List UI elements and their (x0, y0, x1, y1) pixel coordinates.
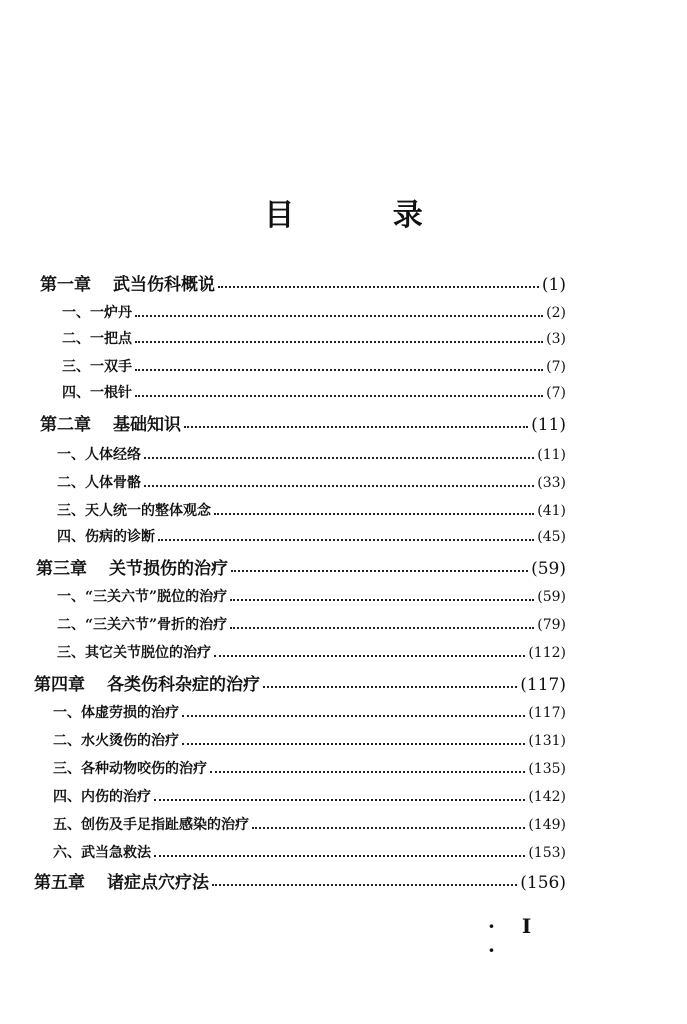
toc-section[interactable] (57, 444, 566, 464)
page-number: (45) (537, 529, 566, 545)
page-number: (135) (528, 761, 566, 777)
page-number: (156) (520, 873, 566, 893)
page-number: (153) (528, 845, 566, 861)
dot-leader (212, 884, 517, 886)
toc-section[interactable] (53, 702, 566, 722)
toc-chapter-2[interactable] (40, 410, 566, 435)
page-number: (117) (528, 705, 566, 721)
section-title: 四、一根针 (62, 385, 132, 401)
section-title: 二、一把点 (62, 331, 132, 347)
page-number: (3) (546, 331, 566, 347)
page-number: (41) (537, 503, 566, 519)
toc-section[interactable] (57, 472, 566, 492)
toc-section[interactable] (57, 642, 566, 662)
dot-leader (135, 395, 543, 397)
chapter-number: 第三章 (36, 559, 87, 579)
toc-section[interactable] (62, 302, 566, 322)
section-title: 三、一双手 (62, 359, 132, 375)
section-title: 一、体虚劳损的治疗 (53, 705, 179, 721)
page-number: (33) (537, 475, 566, 491)
chapter-number: 第一章 (40, 275, 91, 295)
page-number: (131) (528, 733, 566, 749)
page-number: (142) (528, 789, 566, 805)
toc-chapter-4[interactable] (34, 670, 566, 695)
dot-leader (231, 570, 528, 572)
toc-section[interactable] (57, 614, 566, 634)
dot-leader (218, 286, 539, 288)
page-number: (11) (537, 447, 566, 463)
page-number: (149) (528, 817, 566, 833)
page-title: 目 录 (264, 198, 467, 233)
chapter-title: 武当伤科概说 (113, 275, 215, 295)
toc-section[interactable] (57, 500, 566, 520)
page-number: (59) (537, 589, 566, 605)
page-number: (59) (531, 559, 566, 579)
chapter-number: 第四章 (34, 675, 85, 695)
dot-leader (154, 855, 525, 857)
dot-leader (263, 686, 517, 688)
section-title: 六、武当急救法 (53, 845, 151, 861)
toc-section[interactable] (62, 328, 566, 348)
toc-chapter-5[interactable] (34, 868, 566, 893)
section-title: 二、水火烫伤的治疗 (53, 733, 179, 749)
page-number: (117) (520, 675, 566, 695)
page-number: (7) (546, 359, 566, 375)
section-title: 一、“三关六节”脱位的治疗 (57, 589, 228, 605)
chapter-number: 第二章 (40, 415, 91, 435)
dot-leader (182, 743, 525, 745)
dot-leader (252, 827, 525, 829)
dot-leader (144, 457, 534, 459)
dot-leader (158, 539, 534, 541)
toc-section[interactable] (62, 356, 566, 376)
dot-leader (154, 799, 525, 801)
dot-leader (210, 771, 525, 773)
section-title: 四、内伤的治疗 (53, 789, 151, 805)
dot-leader (135, 369, 543, 371)
chapter-title: 基础知识 (113, 415, 181, 435)
toc-chapter-3[interactable] (36, 554, 566, 579)
section-title: 三、其它关节脱位的治疗 (57, 645, 211, 661)
chapter-number: 第五章 (34, 873, 85, 893)
dot-leader (144, 485, 534, 487)
chapter-title: 各类伤科杂症的治疗 (107, 675, 260, 695)
toc-chapter-1[interactable] (40, 270, 566, 295)
page-number: (79) (537, 617, 566, 633)
page-number: (1) (541, 275, 566, 295)
section-title: 二、人体骨骼 (57, 475, 141, 491)
toc-section[interactable] (62, 382, 566, 402)
page-number: (7) (546, 385, 566, 401)
dot-leader (230, 627, 534, 629)
section-title: 五、创伤及手足指趾感染的治疗 (53, 817, 249, 833)
page-number: (112) (528, 645, 566, 661)
chapter-title: 诸症点穴疗法 (107, 873, 209, 893)
section-title: 一、人体经络 (57, 447, 141, 463)
dot-leader (135, 341, 543, 343)
toc-section[interactable] (53, 814, 566, 834)
section-title: 三、各种动物咬伤的治疗 (53, 761, 207, 777)
dot-leader (214, 655, 525, 657)
dot-leader (182, 715, 525, 717)
page-number: (2) (546, 305, 566, 321)
toc-section[interactable] (57, 586, 566, 606)
toc-section[interactable] (53, 758, 566, 778)
dot-leader (214, 513, 534, 515)
toc-section[interactable] (53, 786, 566, 806)
toc-section[interactable] (57, 526, 566, 546)
section-title: 二、“三关六节”骨折的治疗 (57, 617, 228, 633)
page-marker: · I · (488, 914, 542, 962)
dot-leader (230, 599, 534, 601)
page-number: (11) (531, 415, 566, 435)
chapter-title: 关节损伤的治疗 (109, 559, 228, 579)
toc-section[interactable] (53, 730, 566, 750)
section-title: 三、天人统一的整体观念 (57, 503, 211, 519)
dot-leader (135, 315, 543, 317)
section-title: 一、一炉丹 (62, 305, 132, 321)
toc-section[interactable] (53, 842, 566, 862)
dot-leader (184, 426, 528, 428)
section-title: 四、伤病的诊断 (57, 529, 155, 545)
